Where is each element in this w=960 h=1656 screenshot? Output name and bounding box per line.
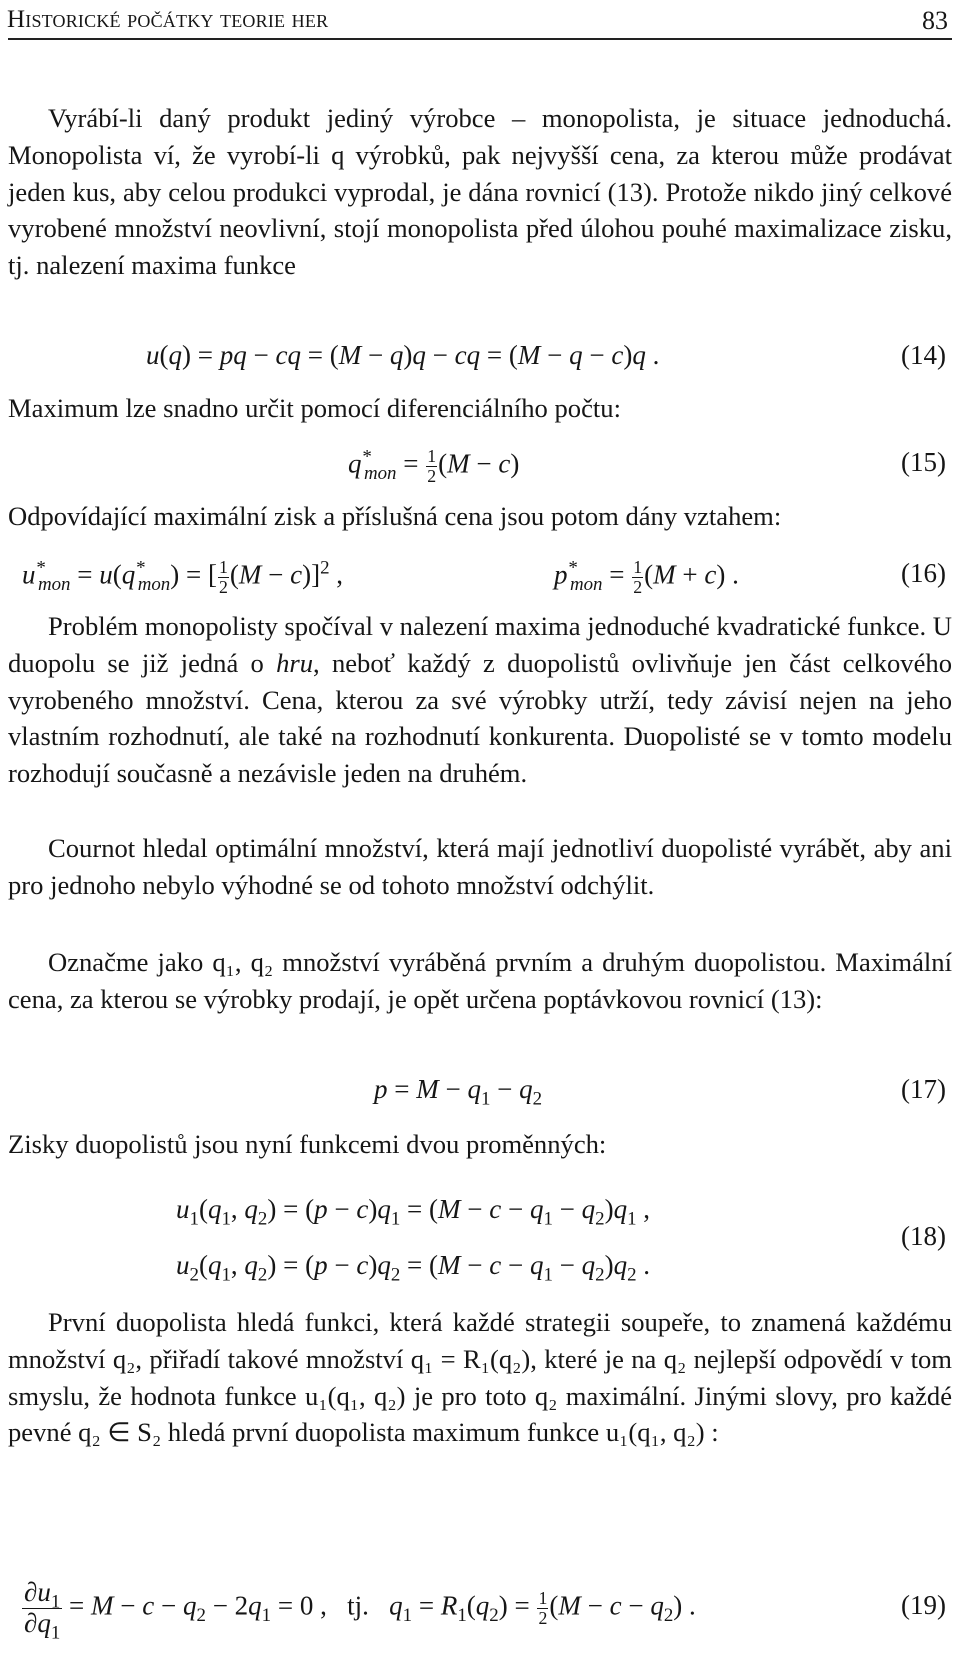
page-number: 83 [922,6,948,35]
paragraph-duopoly [8,608,952,792]
paragraph-text: Označme jako q₁, q₂ množství vyráběná prvním a druhým duopolistou. Maximální cena, za kterou se výrobky prodají, je opět určena poptávkovou rovnicí (13): [8,947,952,1014]
equation-number: (18) [901,1221,946,1251]
equation-number: (15) [901,447,946,477]
page-header [0,2,960,35]
running-head: Historické počátky teorie her [7,6,329,33]
equation-number: (14) [901,340,946,370]
paragraph-text: Problém monopolisty spočíval v nalezení maxima jednoduché kvadratické funkce. U duopolu se již jedná o [8,611,952,678]
equation-15 [8,447,952,487]
equation-body: $u^*_{mon} = u(q^*_{mon})$ = [ $\frac{1}{2}$ (M − c)]$^2$ , [22,557,344,597]
paragraph-text: Cournot hledal optimální množství, která mají jednotliví duopolisté vyrábět, aby ani pro jednoho nebylo výhodné se od tohoto množství odchýlit. [8,833,952,900]
paragraph-best-response [8,1304,952,1451]
equation-body: $u_2(q_1$, $q_2) = (p - c)q_2 = (M - c - q_1 - q_2)q_2$ . [176,1250,651,1286]
equation-number: (19) [901,1590,946,1620]
paragraph-monopoly-intro [8,100,952,284]
paragraph-max [8,390,952,427]
paragraph-text: Zisky duopolistů jsou nyní funkcemi dvou proměnných: [8,1129,607,1159]
equation-17 [8,1074,952,1114]
equation-number: (16) [901,558,946,588]
paragraph-text-cont: , neboť každý z duopolistů ovlivňuje jen část celkového vyrobeného množství. Cena, kterou za své výrobky utrží, tedy závisí nejen na jeho vlastním rozhodnutí, ale také na rozhodnutí konkurenta. Duopolisté se v tomto modelu rozhodují současně a nezávisle jeden na druhém. [8,647,952,789]
equation-18-line-2 [8,1250,952,1290]
paragraph-text: Odpovídající maximální zisk a příslušná cena jsou potom dány vztahem: [8,501,782,531]
equation-14 [8,340,952,380]
header-rule [8,38,952,40]
equation-body-price: $p^*_{mon}$ = $\frac{1}{2}$ (M + c) . [554,557,739,597]
paragraph-notation [8,944,952,1018]
emphasis-hru: hru [276,647,314,678]
equation-16 [8,558,952,598]
paragraph-profits [8,1126,952,1163]
paragraph-profit-price [8,498,952,535]
equation-body: $p = M - q_1 - q_2$ [374,1074,543,1110]
equation-body: $q^*_{mon}$ = $\frac{1}{2}$ (M − c) [348,446,520,486]
paragraph-text: Vyrábí-li daný produkt jediný výrobce – monopolista, je situace jednoduchá. Monopolista ví, že vyrobí-li q výrobků, pak nejvyšší cena, za kterou může prodávat jeden kus, aby celou produkci vyprodal, je dána rovnicí (13). Protože nikdo jiný celkové vyrobené množství neovlivní, stojí monopolista před úlohou pouhé maximalizace zisku, tj. nalezení maxima funkce [8,103,952,281]
equation-body: $\frac{\partial u_1}{\partial q_1}$ = $M - c - q_2 - 2q_1 = 0$ , tj. $q_1 = R_1(q_2)$ = $\frac{1}{2}$ $(M - c - q_2)$ . [24,1577,696,1644]
paragraph-cournot [8,830,952,904]
equation-body: u(q) = pq − cq = (M − q)q − cq = (M − q − c)q . [146,340,660,370]
paragraph-text: Maximum lze snadno určit pomocí diferenciálního počtu: [8,393,621,423]
paragraph-text: První duopolista hledá funkci, která každé strategii soupeře, to znamená každému množství q₂, přiřadí takové množství q₁ = R₁(q₂), které je na q₂ nejlepší odpovědí v tom smyslu, že hodnota funkce u₁(q₁, q₂) je pro toto q₂ maximální. Jinými slovy, pro každé pevné q₂ ∈ S₂ hledá první duopolista maximum funkce u₁(q₁, q₂) : [8,1307,952,1448]
equation-number: (17) [901,1074,946,1104]
equation-19 [8,1577,952,1648]
equation-body: $u_1(q_1$, $q_2) = (p - c)q_1 = (M - c - q_1 - q_2)q_1$ , [176,1194,651,1230]
